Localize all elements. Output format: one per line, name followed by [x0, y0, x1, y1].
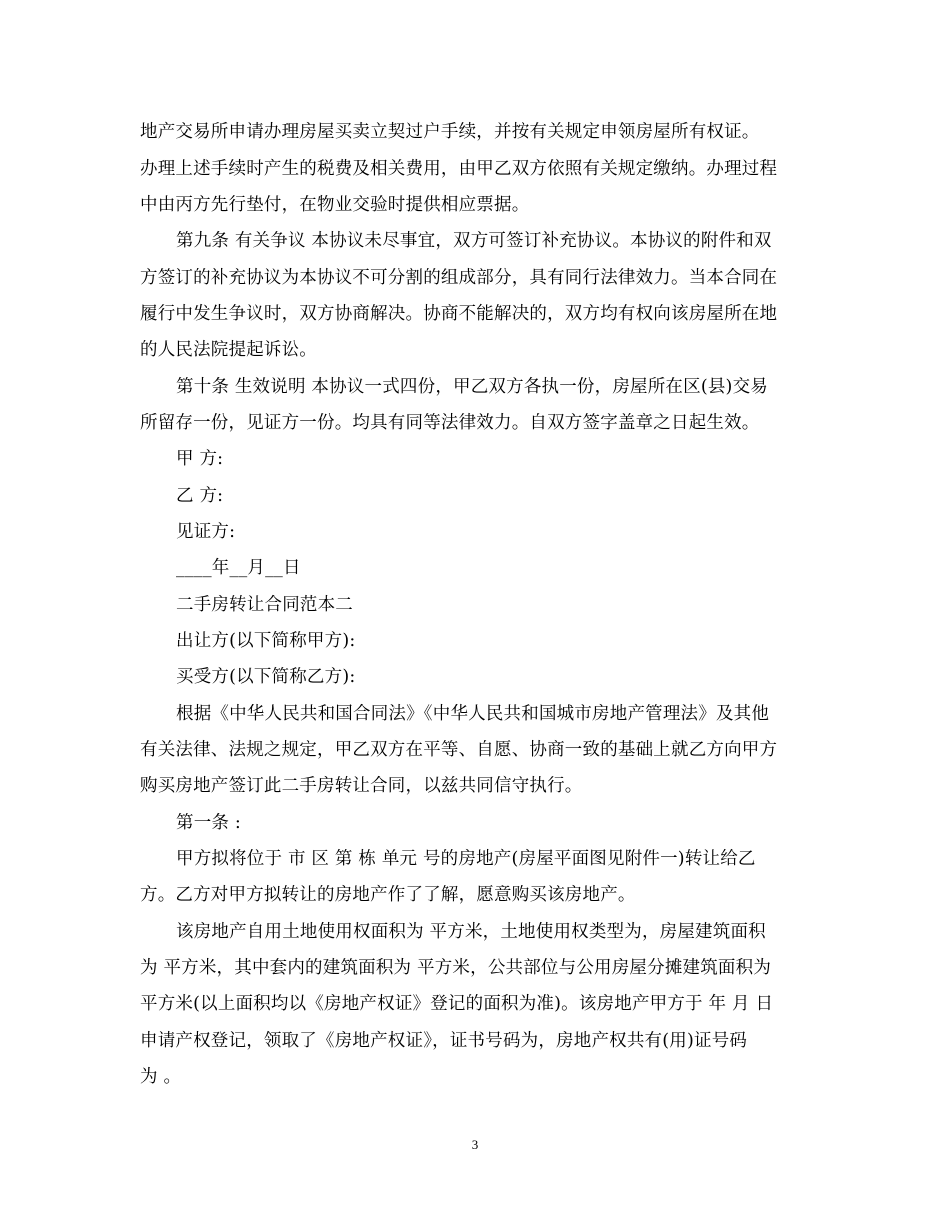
party-a-signature-label: 甲 方:	[176, 449, 224, 469]
date-blank: ____年__月__日	[176, 558, 301, 578]
party-b-signature-label: 乙 方:	[176, 486, 224, 506]
page-number: 3	[471, 1137, 479, 1152]
transferee-label: 买受方(以下简称乙方):	[176, 667, 356, 687]
text-line: 所留存一份，见证方一份。均具有同等法律效力。自双方签字盖章之日起生效。	[140, 413, 760, 433]
paragraph-article-9: 第九条 有关争议 本协议未尽事宜，双方可签订补充协议。本协议的附件和双	[176, 231, 772, 251]
transferor-label: 出让方(以下简称甲方):	[176, 631, 356, 651]
text-line: 平方米(以上面积均以《房地产权证》登记的面积为准)。该房地产甲方于 年 月 日	[140, 994, 774, 1014]
witness-signature-label: 见证方:	[176, 522, 236, 542]
text-line: 方签订的补充协议为本协议不可分割的组成部分，具有同行法律效力。当本合同在	[140, 268, 778, 288]
text-line: 为 。	[140, 1067, 182, 1087]
text-line: 有关法律、法规之规定，甲乙双方在平等、自愿、协商一致的基础上就乙方向甲方	[140, 740, 778, 760]
text-line: 的人民法院提起诉讼。	[140, 340, 317, 360]
paragraph-property-location: 甲方拟将位于 市 区 第 栋 单元 号的房地产(房屋平面图见附件一)转让给乙	[176, 849, 756, 869]
article-1-heading: 第一条 :	[176, 813, 241, 833]
text-line: 为 平方米，其中套内的建筑面积为 平方米，公共部位与公用房屋分摊建筑面积为	[140, 958, 772, 978]
text-line: 中由丙方先行垫付，在物业交验时提供相应票据。	[140, 195, 530, 215]
paragraph-preamble: 根据《中华人民共和国合同法》《中华人民共和国城市房地产管理法》及其他	[176, 704, 770, 724]
paragraph-property-area: 该房地产自用土地使用权面积为 平方米，土地使用权类型为，房屋建筑面积	[176, 922, 766, 942]
text-line: 履行中发生争议时，双方协商解决。协商不能解决的，双方均有权向该房屋所在地	[140, 304, 778, 324]
section-title-contract-2: 二手房转让合同范本二	[176, 595, 353, 615]
text-line: 购买房地产签订此二手房转让合同，以兹共同信守执行。	[140, 776, 583, 796]
paragraph-article-10: 第十条 生效说明 本协议一式四份，甲乙双方各执一份，房屋所在区(县)交易	[176, 377, 768, 397]
text-line: 方。乙方对甲方拟转让的房地产作了了解，愿意购买该房地产。	[140, 885, 636, 905]
text-line: 地产交易所申请办理房屋买卖立契过户手续，并按有关规定申领房屋所有权证。	[140, 122, 760, 142]
text-line: 办理上述手续时产生的税费及相关费用，由甲乙双方依照有关规定缴纳。办理过程	[140, 159, 778, 179]
text-line: 申请产权登记，领取了《房地产权证》，证书号码为，房地产权共有(用)证号码	[140, 1031, 748, 1051]
